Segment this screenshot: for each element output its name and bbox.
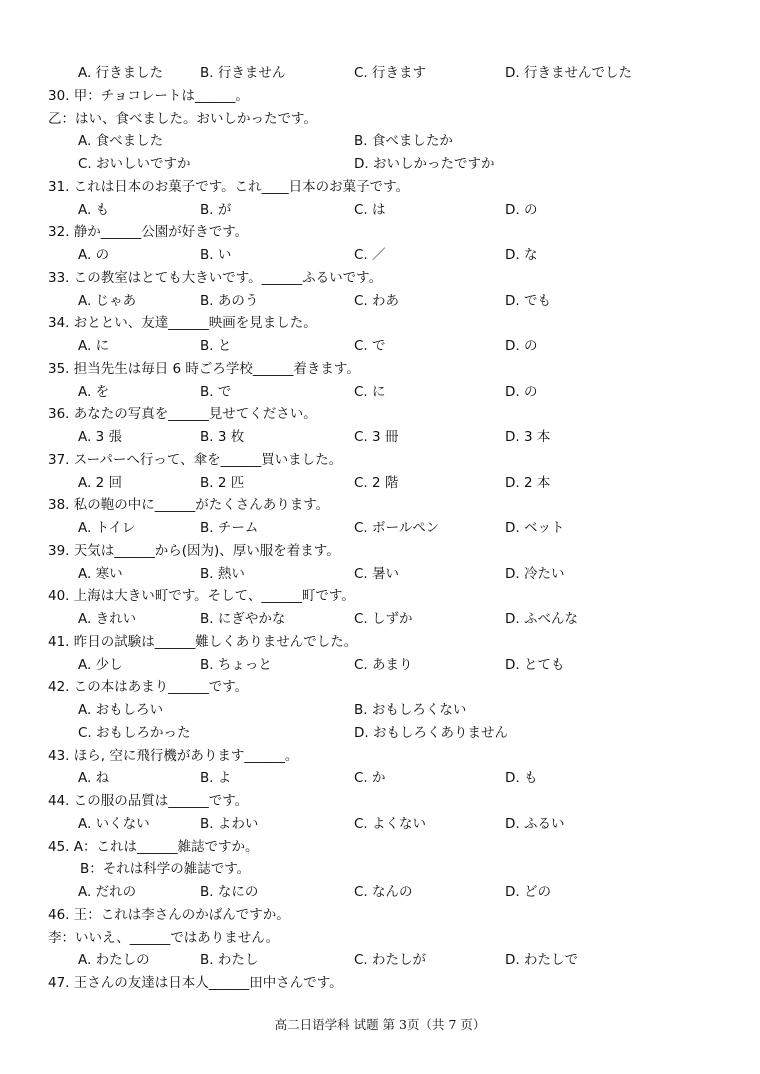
question-text bbox=[0, 494, 760, 516]
answer-option: C. ／ bbox=[354, 247, 386, 263]
answer-option: B. よ bbox=[200, 770, 232, 787]
answer-option: B. あのう bbox=[200, 292, 259, 309]
question-stem: 43. ほら, 空に飛行機があります______。 bbox=[48, 747, 299, 764]
question-text bbox=[0, 312, 760, 334]
question-stem: 31. これは日本のお菓子です。これ____日本のお菓子です。 bbox=[48, 178, 410, 195]
question-text bbox=[0, 631, 760, 653]
question-stem: 36. あなたの写真を______見せてください。 bbox=[48, 406, 317, 423]
answer-options bbox=[0, 654, 760, 676]
answer-option: D. の bbox=[505, 338, 538, 354]
answer-options bbox=[0, 699, 760, 721]
answer-options bbox=[0, 199, 760, 221]
answer-options bbox=[0, 881, 760, 903]
question-text bbox=[0, 927, 760, 949]
answer-options bbox=[0, 813, 760, 835]
answer-option: A. わたしの bbox=[78, 952, 150, 969]
answer-option: D. どの bbox=[505, 884, 551, 900]
answer-option: A. ね bbox=[78, 770, 110, 787]
question-text bbox=[0, 403, 760, 425]
answer-options bbox=[0, 949, 760, 971]
answer-options bbox=[0, 290, 760, 312]
question-text bbox=[0, 858, 760, 880]
answer-options bbox=[0, 722, 760, 744]
question-stem: 乙：はい、食べました。おいしかったです。 bbox=[48, 110, 317, 127]
answer-option: D. な bbox=[505, 247, 538, 263]
answer-option: A. 少し bbox=[78, 656, 123, 673]
answer-option: C. 2 階 bbox=[354, 474, 399, 491]
answer-option: B. おもしろくない bbox=[354, 702, 467, 718]
answer-option: A. トイレ bbox=[78, 520, 136, 536]
answer-option: A. を bbox=[78, 383, 110, 400]
answer-options bbox=[0, 335, 760, 357]
question-stem: 38. 私の鞄の中に______がたくさんあります。 bbox=[48, 497, 330, 514]
question-text bbox=[0, 85, 760, 107]
answer-options bbox=[0, 130, 760, 152]
question-text bbox=[0, 904, 760, 926]
answer-option: C. に bbox=[354, 383, 386, 400]
answer-option: A. の bbox=[78, 247, 110, 263]
answer-option: C. わあ bbox=[354, 292, 400, 309]
answer-option: D. ふべんな bbox=[505, 611, 578, 627]
answer-options bbox=[0, 563, 760, 585]
question-text bbox=[0, 972, 760, 994]
answer-option: D. の bbox=[505, 383, 538, 400]
answer-option: B. なにの bbox=[200, 884, 259, 900]
answer-option: C. 行きます bbox=[354, 65, 427, 81]
answer-option: D. ベット bbox=[505, 520, 565, 536]
answer-option: A. じゃあ bbox=[78, 292, 137, 309]
question-stem: 41. 昨日の試験は______難しくありませんでした。 bbox=[48, 633, 358, 650]
answer-option: A. 2 回 bbox=[78, 474, 122, 491]
answer-options bbox=[0, 426, 760, 448]
answer-option: C. で bbox=[354, 338, 386, 354]
answer-option: C. あまり bbox=[354, 656, 413, 673]
answer-option: A. も bbox=[78, 201, 110, 218]
answer-option: B. にぎやかな bbox=[200, 611, 286, 627]
answer-option: A. きれい bbox=[78, 611, 137, 627]
answer-option: C. か bbox=[354, 770, 386, 787]
answer-option: A. 行きました bbox=[78, 65, 164, 81]
question-stem: 35. 担当先生は毎日 6 時ごろ学校______着きます。 bbox=[48, 360, 360, 377]
answer-option: C. 3 冊 bbox=[354, 429, 399, 445]
answer-option: D. とても bbox=[505, 656, 565, 673]
answer-option: B. わたし bbox=[200, 952, 259, 969]
answer-option: C. おもしろかった bbox=[78, 724, 191, 741]
answer-option: A. おもしろい bbox=[78, 702, 164, 718]
answer-options bbox=[0, 62, 760, 84]
answer-option: C. わたしが bbox=[354, 952, 427, 969]
answer-option: C. なんの bbox=[354, 884, 413, 900]
question-stem: 30. 甲：チョコレートは______。 bbox=[48, 87, 249, 104]
question-text bbox=[0, 585, 760, 607]
answer-option: D. 2 本 bbox=[505, 474, 551, 491]
answer-option: C. よくない bbox=[354, 815, 427, 832]
question-stem: 39. 天気は______から(因为)、厚い服を着ます。 bbox=[48, 542, 340, 559]
answer-option: A. だれの bbox=[78, 884, 137, 900]
answer-option: A. 食べました bbox=[78, 133, 164, 150]
answer-option: B. ちょっと bbox=[200, 656, 272, 673]
question-stem: 44. この服の品質は______です。 bbox=[48, 793, 249, 809]
answer-option: B. 食べましたか bbox=[354, 133, 453, 150]
answer-option: C. ボールペン bbox=[354, 520, 440, 536]
answer-option: A. に bbox=[78, 338, 110, 354]
question-stem: 46. 王：これは李さんのかばんですか。 bbox=[48, 906, 290, 923]
answer-option: C. しずか bbox=[354, 611, 413, 627]
question-stem: 37. スーパーへ行って、傘を______買いました。 bbox=[48, 451, 343, 468]
answer-option: C. 暑い bbox=[354, 565, 400, 582]
question-text bbox=[0, 176, 760, 198]
question-stem: 34. おととい、友達______映画を見ました。 bbox=[48, 315, 317, 332]
question-stem: 33. この教室はとても大きいです。______ふるいです。 bbox=[48, 269, 383, 286]
question-text bbox=[0, 836, 760, 858]
answer-option: B. い bbox=[200, 247, 232, 263]
answer-option: B. が bbox=[200, 201, 232, 218]
answer-option: D. わたしで bbox=[505, 952, 578, 969]
answer-option: D. も bbox=[505, 770, 538, 787]
answer-options bbox=[0, 153, 760, 175]
answer-option: D. 冷たい bbox=[505, 565, 565, 582]
answer-options bbox=[0, 381, 760, 403]
answer-option: D. 行きませんでした bbox=[505, 65, 632, 81]
question-stem: 32. 静か______公園が好きです。 bbox=[48, 224, 249, 241]
answer-options bbox=[0, 472, 760, 494]
page-footer: 高二日语学科 试题 第 3页（共 7 页） bbox=[274, 1017, 486, 1032]
answer-option: B. で bbox=[200, 383, 232, 400]
answer-option: B. 2 匹 bbox=[200, 474, 245, 491]
answer-option: B. と bbox=[200, 338, 232, 354]
question-stem: 47. 王さんの友達は日本人______田中さんです。 bbox=[48, 975, 343, 991]
answer-option: C. おいしいですか bbox=[78, 156, 191, 172]
question-text bbox=[0, 540, 760, 562]
answer-option: D. おもしろくありません bbox=[354, 724, 508, 741]
answer-option: B. 3 枚 bbox=[200, 429, 245, 445]
answer-options bbox=[0, 608, 760, 630]
question-stem: 45. A：これは______雑誌ですか。 bbox=[48, 838, 259, 855]
answer-option: B. よわい bbox=[200, 815, 259, 832]
answer-option: A. いくない bbox=[78, 815, 150, 832]
answer-options bbox=[0, 517, 760, 539]
answer-option: D. の bbox=[505, 201, 538, 218]
answer-option: D. ふるい bbox=[505, 815, 565, 832]
question-stem: 李：いいえ、______ではありません。 bbox=[48, 929, 280, 946]
question-text bbox=[0, 108, 760, 130]
question-text bbox=[0, 676, 760, 698]
question-stem: 42. この本はあまり______です。 bbox=[48, 679, 249, 696]
answer-option: A. 寒い bbox=[78, 565, 123, 582]
answer-option: D. 3 本 bbox=[505, 429, 551, 445]
answer-option: B. 熱い bbox=[200, 565, 245, 582]
question-stem: B：それは科学の雑誌です。 bbox=[80, 861, 251, 878]
question-text bbox=[0, 358, 760, 380]
question-text bbox=[0, 449, 760, 471]
question-text bbox=[0, 221, 760, 243]
question-text bbox=[0, 267, 760, 289]
answer-option: D. おいしかったですか bbox=[354, 156, 495, 172]
question-text bbox=[0, 745, 760, 767]
answer-option: B. チーム bbox=[200, 520, 259, 536]
question-stem: 40. 上海は大きい町です。そして、______町です。 bbox=[48, 588, 355, 605]
answer-option: B. 行きません bbox=[200, 65, 286, 81]
answer-options bbox=[0, 767, 760, 789]
answer-option: C. は bbox=[354, 201, 386, 218]
answer-option: A. 3 張 bbox=[78, 429, 122, 445]
question-text bbox=[0, 790, 760, 812]
answer-options bbox=[0, 244, 760, 266]
answer-option: D. でも bbox=[505, 292, 551, 309]
